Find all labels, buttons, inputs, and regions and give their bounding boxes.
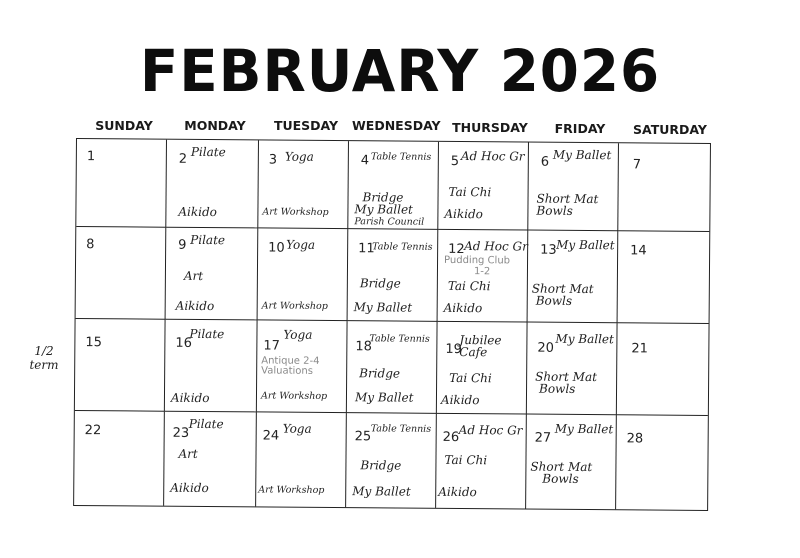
day-cell — [258, 140, 349, 229]
event-entry: Antique 2-4 — [261, 355, 320, 367]
event-entry: Aikido — [443, 300, 483, 316]
event-entry: Art Workshop — [258, 484, 325, 496]
day-number: 13 — [540, 242, 557, 258]
day-header-wednesday: WEDNESDAY — [352, 118, 441, 133]
event-entry: Ad Hoc Gr — [460, 149, 525, 164]
event-entry: Aikido — [170, 390, 210, 406]
event-entry: My Ballet — [552, 147, 612, 163]
event-entry: Pilate — [189, 326, 225, 342]
day-cell — [526, 415, 617, 510]
event-entry: Pilate — [190, 144, 226, 160]
day-number: 7 — [632, 157, 642, 173]
event-entry: Bridge — [360, 458, 402, 473]
day-number: 28 — [626, 431, 644, 447]
event-entry: Aikido — [444, 206, 484, 222]
event-entry: My Ballet — [354, 202, 413, 217]
event-entry: Aikido — [438, 484, 477, 500]
event-entry: Art — [183, 268, 204, 284]
day-header-friday: FRIDAY — [554, 121, 606, 136]
day-number: 12 — [448, 241, 465, 258]
event-entry: Tai Chi — [449, 370, 492, 386]
day-number: 26 — [442, 429, 460, 446]
day-number: 24 — [262, 428, 280, 444]
event-entry: Pilate — [188, 416, 224, 432]
event-entry: My Ballet — [352, 484, 411, 499]
event-entry: Table Tennis — [370, 151, 432, 163]
event-entry: Tai Chi — [444, 452, 488, 468]
day-header-sunday: SUNDAY — [95, 118, 153, 133]
calendar-title: FEBRUARY 2026 — [139, 37, 661, 105]
event-entry: My Ballet — [353, 300, 413, 315]
day-number: 25 — [354, 429, 372, 445]
event-entry: Art Workshop — [262, 206, 329, 218]
event-entry: Bridge — [362, 190, 404, 205]
day-number: 3 — [268, 152, 278, 168]
event-entry: Bowls — [538, 381, 576, 396]
day-number: 6 — [540, 154, 550, 170]
event-entry: Valuations — [261, 365, 314, 377]
event-entry: My Ballet — [555, 331, 614, 347]
event-entry: Art Workshop — [260, 390, 328, 402]
day-number: 14 — [630, 243, 647, 259]
day-cell — [437, 322, 528, 415]
event-entry: Yoga — [284, 149, 314, 164]
event-entry: Yoga — [283, 327, 313, 342]
event-entry: Art Workshop — [261, 300, 328, 312]
day-number: 9 — [178, 237, 187, 253]
event-entry: My Ballet — [354, 390, 414, 405]
day-number: 8 — [86, 237, 95, 253]
day-header-tuesday: TUESDAY — [273, 118, 339, 133]
event-entry: My Ballet — [554, 421, 614, 437]
event-entry: Tai Chi — [448, 184, 492, 200]
day-cell — [74, 411, 165, 506]
day-cell — [618, 231, 710, 324]
day-cell — [166, 140, 259, 229]
day-cell — [616, 415, 708, 510]
day-cell — [256, 412, 347, 507]
day-cell — [528, 143, 619, 232]
day-number: 17 — [263, 338, 280, 354]
event-entry: Pilate — [190, 232, 226, 248]
day-cell — [347, 321, 438, 414]
event-entry: Cafe — [459, 345, 488, 360]
event-entry: Table Tennis — [369, 333, 430, 345]
day-cell — [348, 229, 439, 322]
event-entry: Ad Hoc Gr — [464, 239, 528, 254]
day-number: 16 — [175, 335, 192, 351]
event-entry: Yoga — [282, 421, 312, 436]
day-cell — [75, 319, 166, 412]
day-cell — [528, 231, 619, 324]
event-entry: Ad Hoc Gr — [458, 423, 523, 438]
day-number: 20 — [537, 340, 554, 356]
half-term-note — [22, 344, 66, 372]
day-cell — [438, 142, 529, 231]
event-entry: Bowls — [542, 471, 579, 486]
day-cell — [618, 143, 710, 232]
event-entry: Short Mat — [530, 459, 593, 475]
event-entry: Bowls — [536, 203, 573, 218]
event-entry: 1-2 — [473, 266, 491, 278]
event-entry: Short Mat — [535, 369, 598, 385]
day-number: 1 — [86, 149, 96, 165]
event-entry: Aikido — [170, 480, 209, 496]
event-entry: Pudding Club — [444, 254, 511, 267]
day-cell — [527, 323, 618, 416]
event-entry: Bowls — [535, 293, 573, 308]
day-cell — [164, 412, 257, 507]
event-entry: Bridge — [359, 366, 401, 381]
day-cell — [346, 413, 437, 508]
day-cell — [165, 320, 258, 413]
event-entry: Table Tennis — [372, 241, 433, 253]
event-entry: Short Mat — [536, 191, 599, 207]
event-entry: Jubilee — [459, 333, 502, 348]
event-entry: Aikido — [440, 392, 480, 408]
day-number: 10 — [268, 240, 285, 256]
day-number: 23 — [172, 425, 190, 441]
day-cell — [76, 227, 167, 320]
half-term-word: term — [29, 358, 59, 372]
day-header-saturday: SATURDAY — [633, 122, 707, 137]
day-cell — [257, 320, 348, 413]
day-cell — [166, 228, 259, 321]
half-term-fraction: 1/2 — [34, 344, 54, 358]
calendar-grid — [73, 138, 711, 511]
event-entry: Aikido — [175, 298, 215, 314]
day-number: 2 — [178, 151, 188, 167]
event-entry: Bridge — [359, 276, 401, 291]
day-cell — [438, 230, 529, 323]
day-number: 27 — [534, 430, 552, 446]
event-entry: Art — [178, 446, 198, 461]
day-cell — [258, 228, 349, 321]
day-number: 11 — [358, 241, 375, 257]
event-entry: Yoga — [286, 237, 316, 252]
day-number: 21 — [631, 341, 648, 357]
event-entry: Aikido — [178, 204, 218, 220]
event-entry: Tai Chi — [447, 278, 491, 294]
day-cell — [617, 323, 709, 416]
event-entry: Short Mat — [531, 281, 594, 297]
day-cell — [348, 141, 439, 230]
day-number: 5 — [450, 153, 460, 170]
day-header-monday: MONDAY — [184, 118, 246, 133]
day-number: 15 — [85, 335, 102, 351]
day-number: 19 — [445, 341, 462, 358]
day-cell — [76, 139, 167, 228]
event-entry: Table Tennis — [370, 423, 432, 435]
day-number: 18 — [355, 339, 372, 355]
day-cell — [436, 414, 527, 509]
day-number: 22 — [84, 423, 102, 439]
event-entry: Parish Council — [354, 216, 425, 228]
day-number: 4 — [360, 153, 370, 169]
event-entry: My Ballet — [556, 237, 615, 253]
day-header-thursday: THURSDAY — [452, 120, 528, 135]
